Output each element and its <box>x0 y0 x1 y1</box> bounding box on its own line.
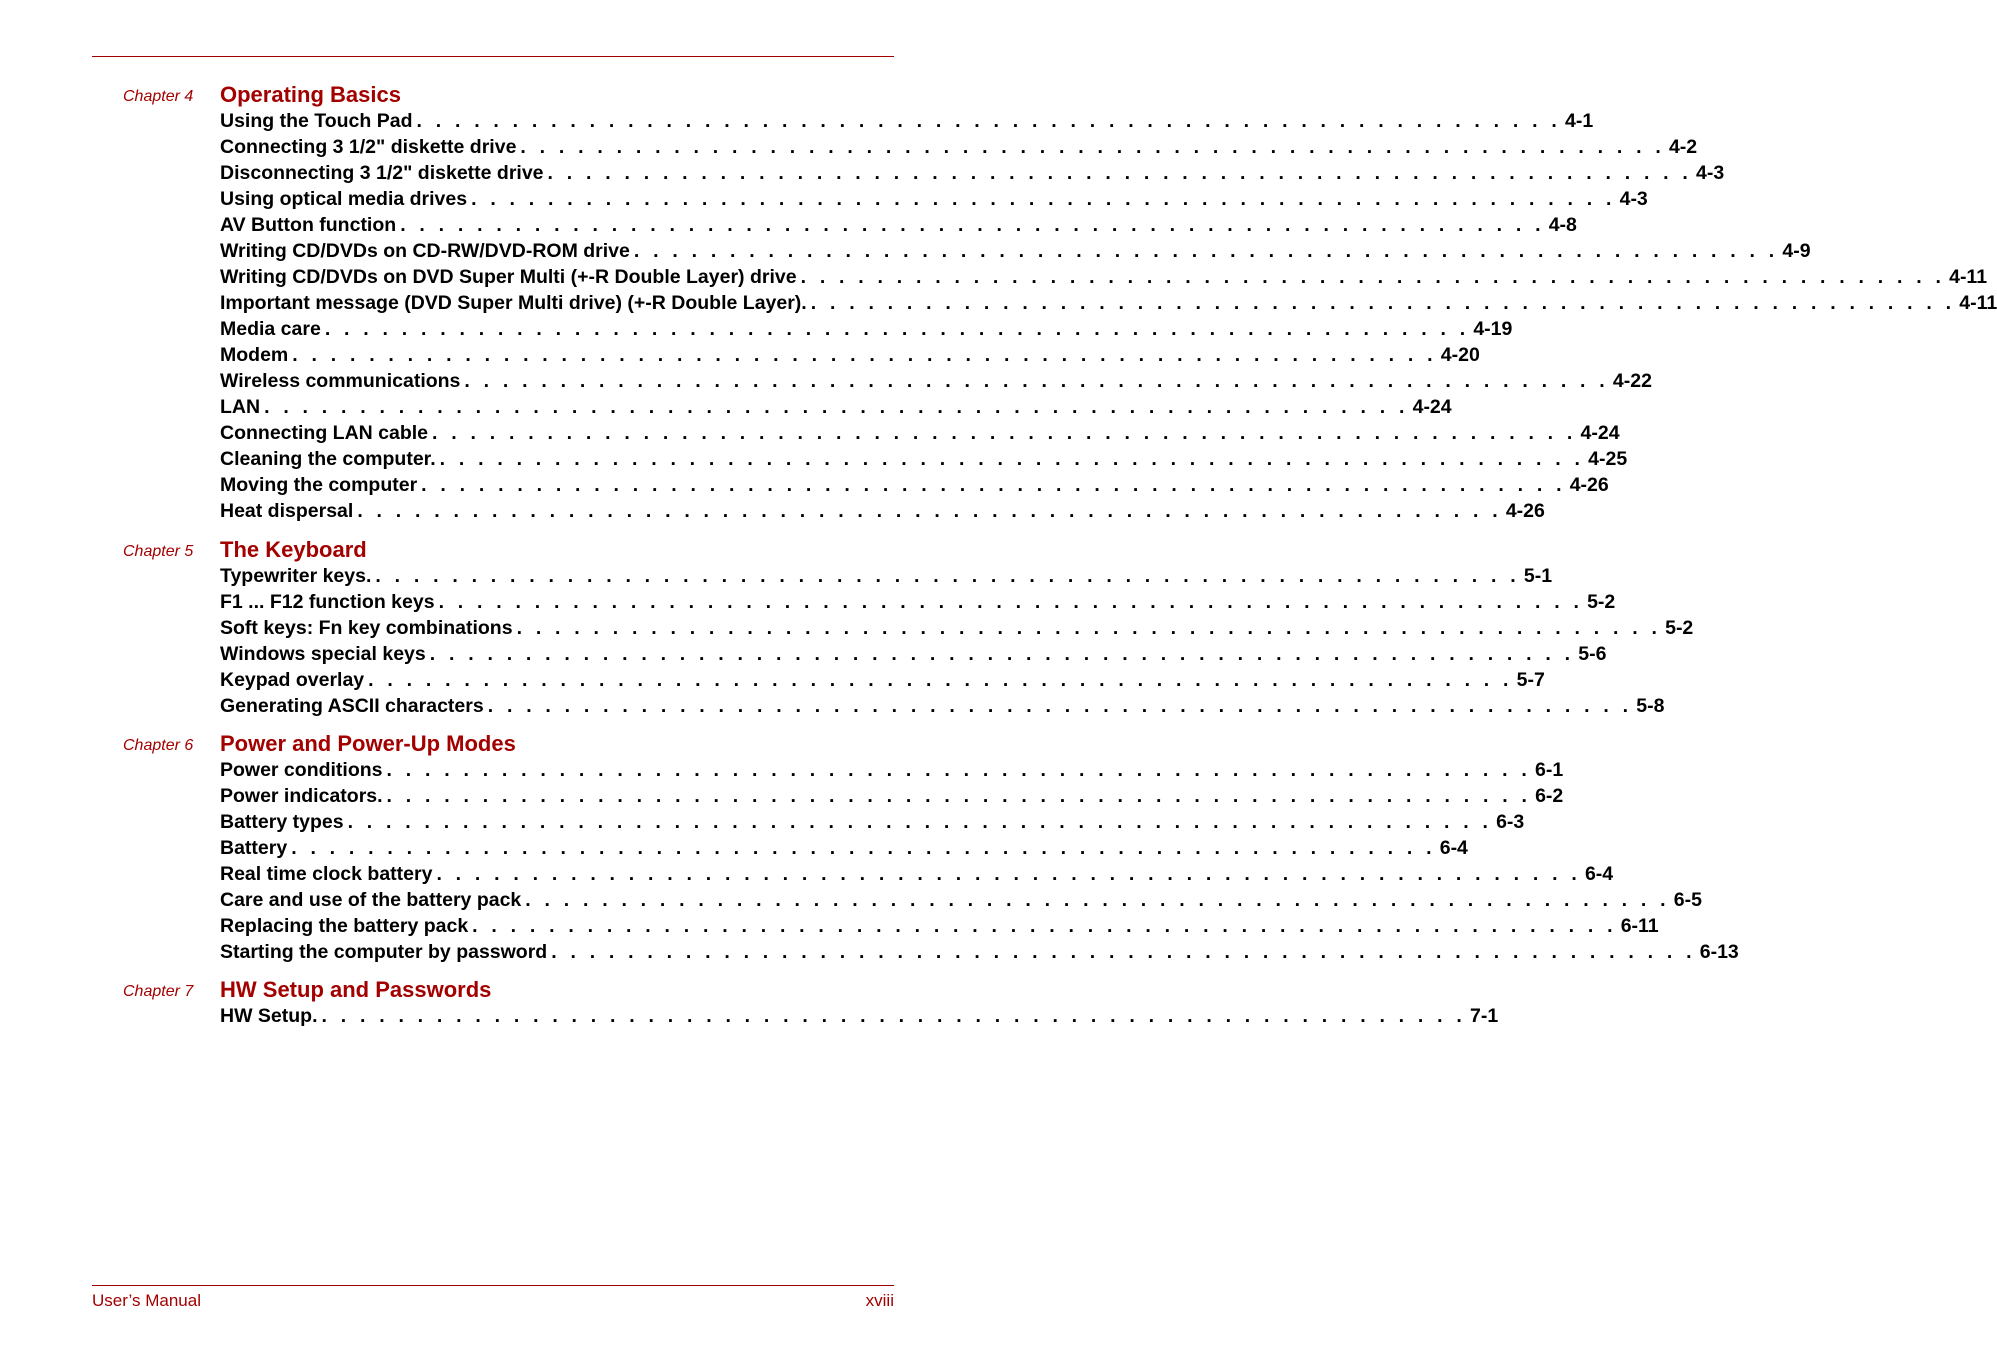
toc-entry[interactable] <box>220 835 1468 861</box>
toc-entry[interactable] <box>220 887 1702 913</box>
toc-entry-page: 5-2 <box>1665 617 1694 639</box>
toc-entry-page: 5-1 <box>1523 565 1553 587</box>
toc-entry-title: Typewriter keys. <box>220 565 372 587</box>
toc-entry-page: 4-1 <box>1565 110 1594 132</box>
toc-entry-title: Using the Touch Pad <box>220 110 413 132</box>
toc-entry-leader: . . . . . . . . . . . . . . . . . . . . . . . . . . . . . . . . . . . . . . . . . . . . . . . . . . . . . . . . . . . . <box>547 162 1693 184</box>
toc-entry-leader: . . . . . . . . . . . . . . . . . . . . . . . . . . . . . . . . . . . . . . . . . . . . . . . . . . . . . . . . . . . . <box>292 344 1437 366</box>
toc-entry-title: Windows special keys <box>220 643 426 665</box>
toc-entry-title: Modem <box>220 344 289 366</box>
toc-entry[interactable] <box>220 472 1609 498</box>
toc-entry-title: Battery types <box>220 811 344 833</box>
toc-entry-page: 6-4 <box>1584 863 1614 885</box>
toc-entry-title: Using optical media drives <box>220 188 468 210</box>
toc-entry-page: 6-3 <box>1496 811 1525 833</box>
chapter-entries <box>220 108 1997 524</box>
chapter-label: Chapter 4 <box>123 88 194 105</box>
toc-entry[interactable] <box>220 783 1564 809</box>
footer-rule <box>92 1285 894 1286</box>
toc-entry-leader: . . . . . . . . . . . . . . . . . . . . . . . . . . . . . . . . . . . . . . . . . . . . . . . . . . . . . . . . . . . . <box>386 785 1532 807</box>
toc-entry-page: 4-26 <box>1569 474 1609 496</box>
toc-entry-title: Important message (DVD Super Multi drive) (+-R Double Layer). <box>220 292 807 314</box>
toc-entry-page: 4-8 <box>1548 214 1577 236</box>
toc-entry-page: 6-5 <box>1673 889 1702 911</box>
toc-entry-title: Power conditions <box>220 759 383 781</box>
toc-entry-page: 4-9 <box>1782 240 1811 262</box>
toc-entry-page: 7-1 <box>1470 1005 1499 1027</box>
toc-entry-leader: . . . . . . . . . . . . . . . . . . . . . . . . . . . . . . . . . . . . . . . . . . . . . . . . . . . . . . . . . . . . <box>347 811 1493 833</box>
toc-entry-title: Care and use of the battery pack <box>220 889 522 911</box>
chapter-label: Chapter 7 <box>123 983 194 1000</box>
toc-entry-leader: . . . . . . . . . . . . . . . . . . . . . . . . . . . . . . . . . . . . . . . . . . . . . . . . . . . . . . . . . . . . <box>368 669 1513 691</box>
chapter-label: Chapter 5 <box>123 543 194 560</box>
chapter-title[interactable]: HW Setup and Passwords <box>220 977 492 1002</box>
chapter-entries <box>220 757 1739 965</box>
toc-entry-page: 4-11 <box>1949 266 1988 288</box>
toc-entry-page: 5-6 <box>1578 643 1607 665</box>
toc-entry-title: Soft keys: Fn key combinations <box>220 617 513 639</box>
toc-entry[interactable] <box>220 368 1652 394</box>
toc-entry[interactable] <box>220 667 1545 693</box>
toc-entry-leader: . . . . . . . . . . . . . . . . . . . . . . . . . . . . . . . . . . . . . . . . . . . . . . . . . . . . . . . . . . . . <box>357 500 1502 522</box>
toc-entry-page: 5-2 <box>1587 591 1616 613</box>
toc-entry-leader: . . . . . . . . . . . . . . . . . . . . . . . . . . . . . . . . . . . . . . . . . . . . . . . . . . . . . . . . . . . . <box>551 941 1696 963</box>
toc-entry-title: Disconnecting 3 1/2" diskette drive <box>220 162 544 184</box>
toc-entry-title: Power indicators. <box>220 785 383 807</box>
toc-entry[interactable] <box>220 1003 1499 1029</box>
toc-entry-leader: . . . . . . . . . . . . . . . . . . . . . . . . . . . . . . . . . . . . . . . . . . . . . . . . . . . . . . . . . . . . <box>464 370 1609 392</box>
toc-entry-title: Replacing the battery pack <box>220 915 469 937</box>
toc-entry-leader: . . . . . . . . . . . . . . . . . . . . . . . . . . . . . . . . . . . . . . . . . . . . . . . . . . . . . . . . . . . . <box>429 643 1575 665</box>
toc-entry-leader: . . . . . . . . . . . . . . . . . . . . . . . . . . . . . . . . . . . . . . . . . . . . . . . . . . . . . . . . . . . . <box>439 448 1585 470</box>
toc-entry-leader: . . . . . . . . . . . . . . . . . . . . . . . . . . . . . . . . . . . . . . . . . . . . . . . . . . . . . . . . . . . . <box>800 266 1946 288</box>
toc-entry-leader: . . . . . . . . . . . . . . . . . . . . . . . . . . . . . . . . . . . . . . . . . . . . . . . . . . . . . . . . . . . . <box>386 759 1532 781</box>
toc-entry-leader: . . . . . . . . . . . . . . . . . . . . . . . . . . . . . . . . . . . . . . . . . . . . . . . . . . . . . . . . . . . . <box>264 396 1409 418</box>
toc-entry-title: Writing CD/DVDs on CD-RW/DVD-ROM drive <box>220 240 630 262</box>
toc-entry-leader: . . . . . . . . . . . . . . . . . . . . . . . . . . . . . . . . . . . . . . . . . . . . . . . . . . . . . . . . . . . . <box>324 318 1470 340</box>
toc-entry-title: HW Setup. <box>220 1005 318 1027</box>
toc-entry-leader: . . . . . . . . . . . . . . . . . . . . . . . . . . . . . . . . . . . . . . . . . . . . . . . . . . . . . . . . . . . . <box>321 1005 1467 1027</box>
toc-entry-page: 4-3 <box>1619 188 1648 210</box>
toc-entry-leader: . . . . . . . . . . . . . . . . . . . . . . . . . . . . . . . . . . . . . . . . . . . . . . . . . . . . . . . . . . . . <box>520 136 1665 158</box>
toc-entry[interactable] <box>220 693 1665 719</box>
toc-entry[interactable] <box>220 809 1525 835</box>
toc-entry-page: 5-7 <box>1516 669 1545 691</box>
toc-entry[interactable] <box>220 861 1614 887</box>
toc-entry-page: 4-25 <box>1588 448 1628 470</box>
toc-entry[interactable] <box>220 446 1628 472</box>
toc-entry[interactable] <box>220 563 1553 589</box>
toc-entry-title: Battery <box>220 837 288 859</box>
toc-entry-page: 6-13 <box>1699 941 1739 963</box>
toc-entry-leader: . . . . . . . . . . . . . . . . . . . . . . . . . . . . . . . . . . . . . . . . . . . . . . . . . . . . . . . . . . . . <box>471 188 1616 210</box>
toc-entry-title: Real time clock battery <box>220 863 433 885</box>
toc-entry-leader: . . . . . . . . . . . . . . . . . . . . . . . . . . . . . . . . . . . . . . . . . . . . . . . . . . . . . . . . . . . . <box>436 863 1581 885</box>
toc-entry[interactable] <box>220 498 1545 524</box>
toc-entry-leader: . . . . . . . . . . . . . . . . . . . . . . . . . . . . . . . . . . . . . . . . . . . . . . . . . . . . . . . . . . . . <box>432 422 1577 444</box>
toc-entry[interactable] <box>220 238 1811 264</box>
toc-entry-title: Media care <box>220 318 321 340</box>
toc-entry[interactable] <box>220 913 1659 939</box>
toc-entry-title: Wireless communications <box>220 370 461 392</box>
toc-entry-page: 4-19 <box>1473 318 1513 340</box>
chapter-entries <box>220 563 1694 719</box>
chapter-title[interactable]: Operating Basics <box>220 82 401 107</box>
toc-entry[interactable] <box>220 316 1513 342</box>
toc-entry[interactable] <box>220 939 1739 965</box>
toc-entry-page: 4-24 <box>1412 396 1452 418</box>
toc-entry-leader: . . . . . . . . . . . . . . . . . . . . . . . . . . . . . . . . . . . . . . . . . . . . . . . . . . . . . . . . . . . . <box>633 240 1779 262</box>
toc-entry-page: 4-20 <box>1440 344 1480 366</box>
toc-entry[interactable] <box>220 757 1564 783</box>
toc-entry-leader: . . . . . . . . . . . . . . . . . . . . . . . . . . . . . . . . . . . . . . . . . . . . . . . . . . . . . . . . . . . . <box>525 889 1670 911</box>
toc-entry-title: Starting the computer by password <box>220 941 548 963</box>
toc-entry-page: 4-11 <box>1959 292 1997 314</box>
chapter-label: Chapter 6 <box>123 737 194 754</box>
toc-entry[interactable] <box>220 641 1607 667</box>
toc-entry-leader: . . . . . . . . . . . . . . . . . . . . . . . . . . . . . . . . . . . . . . . . . . . . . . . . . . . . . . . . . . . . <box>375 565 1520 587</box>
header-rule <box>92 56 894 57</box>
toc-entry-page: 6-1 <box>1535 759 1564 781</box>
toc-entry[interactable] <box>220 420 1620 446</box>
toc-entry-title: Writing CD/DVDs on DVD Super Multi (+-R Double Layer) drive <box>220 266 797 288</box>
toc-entry-page: 6-2 <box>1535 785 1564 807</box>
toc-entry-leader: . . . . . . . . . . . . . . . . . . . . . . . . . . . . . . . . . . . . . . . . . . . . . . . . . . . . . . . . . . . . <box>516 617 1662 639</box>
toc-entry-page: 4-26 <box>1505 500 1545 522</box>
toc-entry-title: AV Button function <box>220 214 397 236</box>
toc-entry-leader: . . . . . . . . . . . . . . . . . . . . . . . . . . . . . . . . . . . . . . . . . . . . . . . . . . . . . . . . . . . . <box>438 591 1584 613</box>
toc-entry-title: Cleaning the computer. <box>220 448 436 470</box>
toc-entry[interactable] <box>220 342 1480 368</box>
toc-entry-title: Heat dispersal <box>220 500 354 522</box>
footer-manual-title: User’s Manual <box>92 1291 201 1310</box>
toc-entry-title: LAN <box>220 396 261 418</box>
toc-entry[interactable] <box>220 108 1594 134</box>
toc-entry-title: F1 ... F12 function keys <box>220 591 435 613</box>
toc-entry-page: 5-8 <box>1636 695 1665 717</box>
toc-entry[interactable] <box>220 186 1648 212</box>
toc-entry[interactable] <box>220 264 1988 290</box>
chapter-title[interactable]: Power and Power-Up Modes <box>220 731 516 756</box>
toc-entry-leader: . . . . . . . . . . . . . . . . . . . . . . . . . . . . . . . . . . . . . . . . . . . . . . . . . . . . . . . . . . . . <box>416 110 1561 132</box>
toc-entry-title: Moving the computer <box>220 474 418 496</box>
toc-entry-leader: . . . . . . . . . . . . . . . . . . . . . . . . . . . . . . . . . . . . . . . . . . . . . . . . . . . . . . . . . . . . <box>421 474 1566 496</box>
toc-entry-title: Connecting LAN cable <box>220 422 429 444</box>
toc-entry-title: Connecting 3 1/2" diskette drive <box>220 136 517 158</box>
toc-entry[interactable] <box>220 212 1577 238</box>
footer-page-number: xviii <box>865 1291 894 1310</box>
chapter-title[interactable]: The Keyboard <box>220 537 367 562</box>
toc-entry-title: Keypad overlay <box>220 669 365 691</box>
chapter-entries <box>220 1003 1499 1029</box>
toc-entry[interactable] <box>220 394 1452 420</box>
toc-entry[interactable] <box>220 615 1694 641</box>
toc-entry-page: 4-3 <box>1696 162 1725 184</box>
toc-entry-leader: . . . . . . . . . . . . . . . . . . . . . . . . . . . . . . . . . . . . . . . . . . . . . . . . . . . . . . . . . . . . <box>400 214 1545 236</box>
toc-entry-leader: . . . . . . . . . . . . . . . . . . . . . . . . . . . . . . . . . . . . . . . . . . . . . . . . . . . . . . . . . . . . <box>472 915 1617 937</box>
toc-entry[interactable] <box>220 134 1698 160</box>
toc-entry-page: 6-11 <box>1620 915 1659 937</box>
toc-entry[interactable] <box>220 160 1725 186</box>
toc-entry[interactable] <box>220 589 1616 615</box>
toc-entry-leader: . . . . . . . . . . . . . . . . . . . . . . . . . . . . . . . . . . . . . . . . . . . . . . . . . . . . . . . . . . . . <box>487 695 1633 717</box>
toc-entry-page: 4-2 <box>1668 136 1698 158</box>
toc-entry[interactable] <box>220 290 1997 316</box>
toc-entry-title: Generating ASCII characters <box>220 695 484 717</box>
toc-entry-page: 6-4 <box>1439 837 1468 859</box>
toc-entry-leader: . . . . . . . . . . . . . . . . . . . . . . . . . . . . . . . . . . . . . . . . . . . . . . . . . . . . . . . . . . . . <box>291 837 1436 859</box>
toc-entry-page: 4-24 <box>1580 422 1620 444</box>
toc-entry-leader: . . . . . . . . . . . . . . . . . . . . . . . . . . . . . . . . . . . . . . . . . . . . . . . . . . . . . . . . . . . . <box>810 292 1956 314</box>
toc-entry-page: 4-22 <box>1612 370 1652 392</box>
